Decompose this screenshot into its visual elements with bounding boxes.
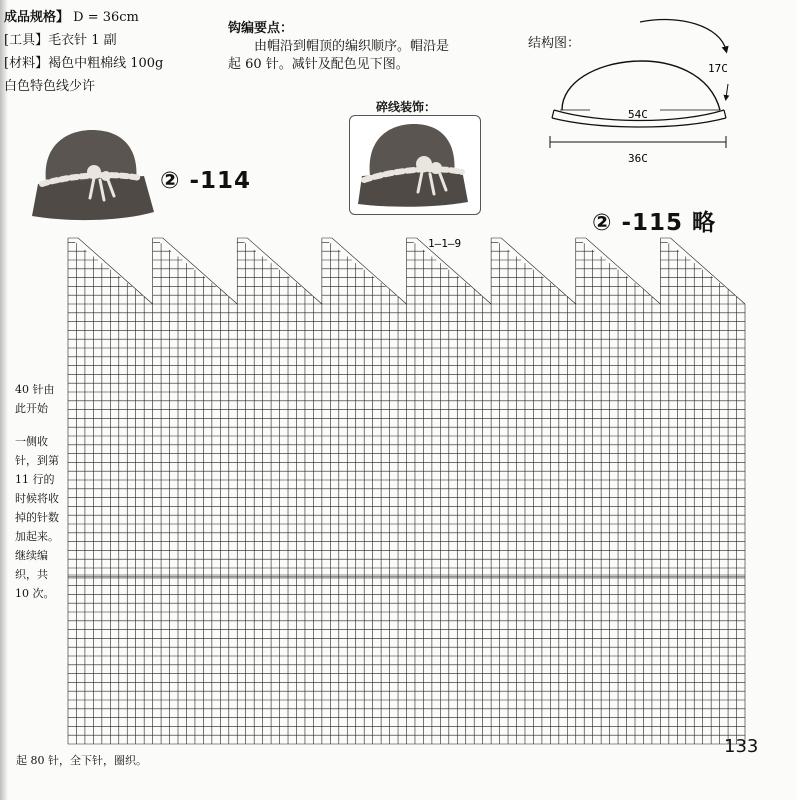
- model-number-115: ② -115 略: [592, 210, 717, 236]
- model-number-114: ② -114: [160, 168, 252, 194]
- chart-grid-lines: [68, 238, 745, 744]
- top-dim-label: 17C: [708, 62, 728, 75]
- side-note-start: 40 针由此开始: [15, 383, 55, 415]
- bottom-dim-label: 36C: [628, 152, 648, 165]
- spec-size: 成品规格】 D = 36cm: [4, 10, 139, 25]
- decoration-label: 碎线装饰：: [376, 100, 437, 114]
- spec-materials-extra: 白色特色线少许: [4, 79, 96, 94]
- spec-materials: [材料】褐色中粗棉线 100g: [4, 56, 164, 71]
- chart-grid: [68, 238, 745, 744]
- page-number: 133: [724, 736, 759, 757]
- structure-title: 结构图：: [528, 36, 581, 51]
- key-points-body: 由帽沿到帽顶的编织顺序。帽沿是起 60 针。减针及配色见下图。: [228, 39, 450, 72]
- footer-note: 起 80 针，全下针，圈织。: [16, 754, 147, 767]
- side-note-decrease: 一侧收针，到第 11 行的时候将收掉的针数加起来。继续编织，共 10 次。: [15, 435, 59, 600]
- spec-tools: [工具】毛衣针 1 副: [4, 33, 117, 48]
- key-points-heading: 钩编要点：: [228, 21, 294, 36]
- middle-dim-label: 54C: [628, 108, 648, 121]
- chart-decrease-label: 1—1—9: [428, 237, 462, 250]
- side-note: [15, 380, 63, 617]
